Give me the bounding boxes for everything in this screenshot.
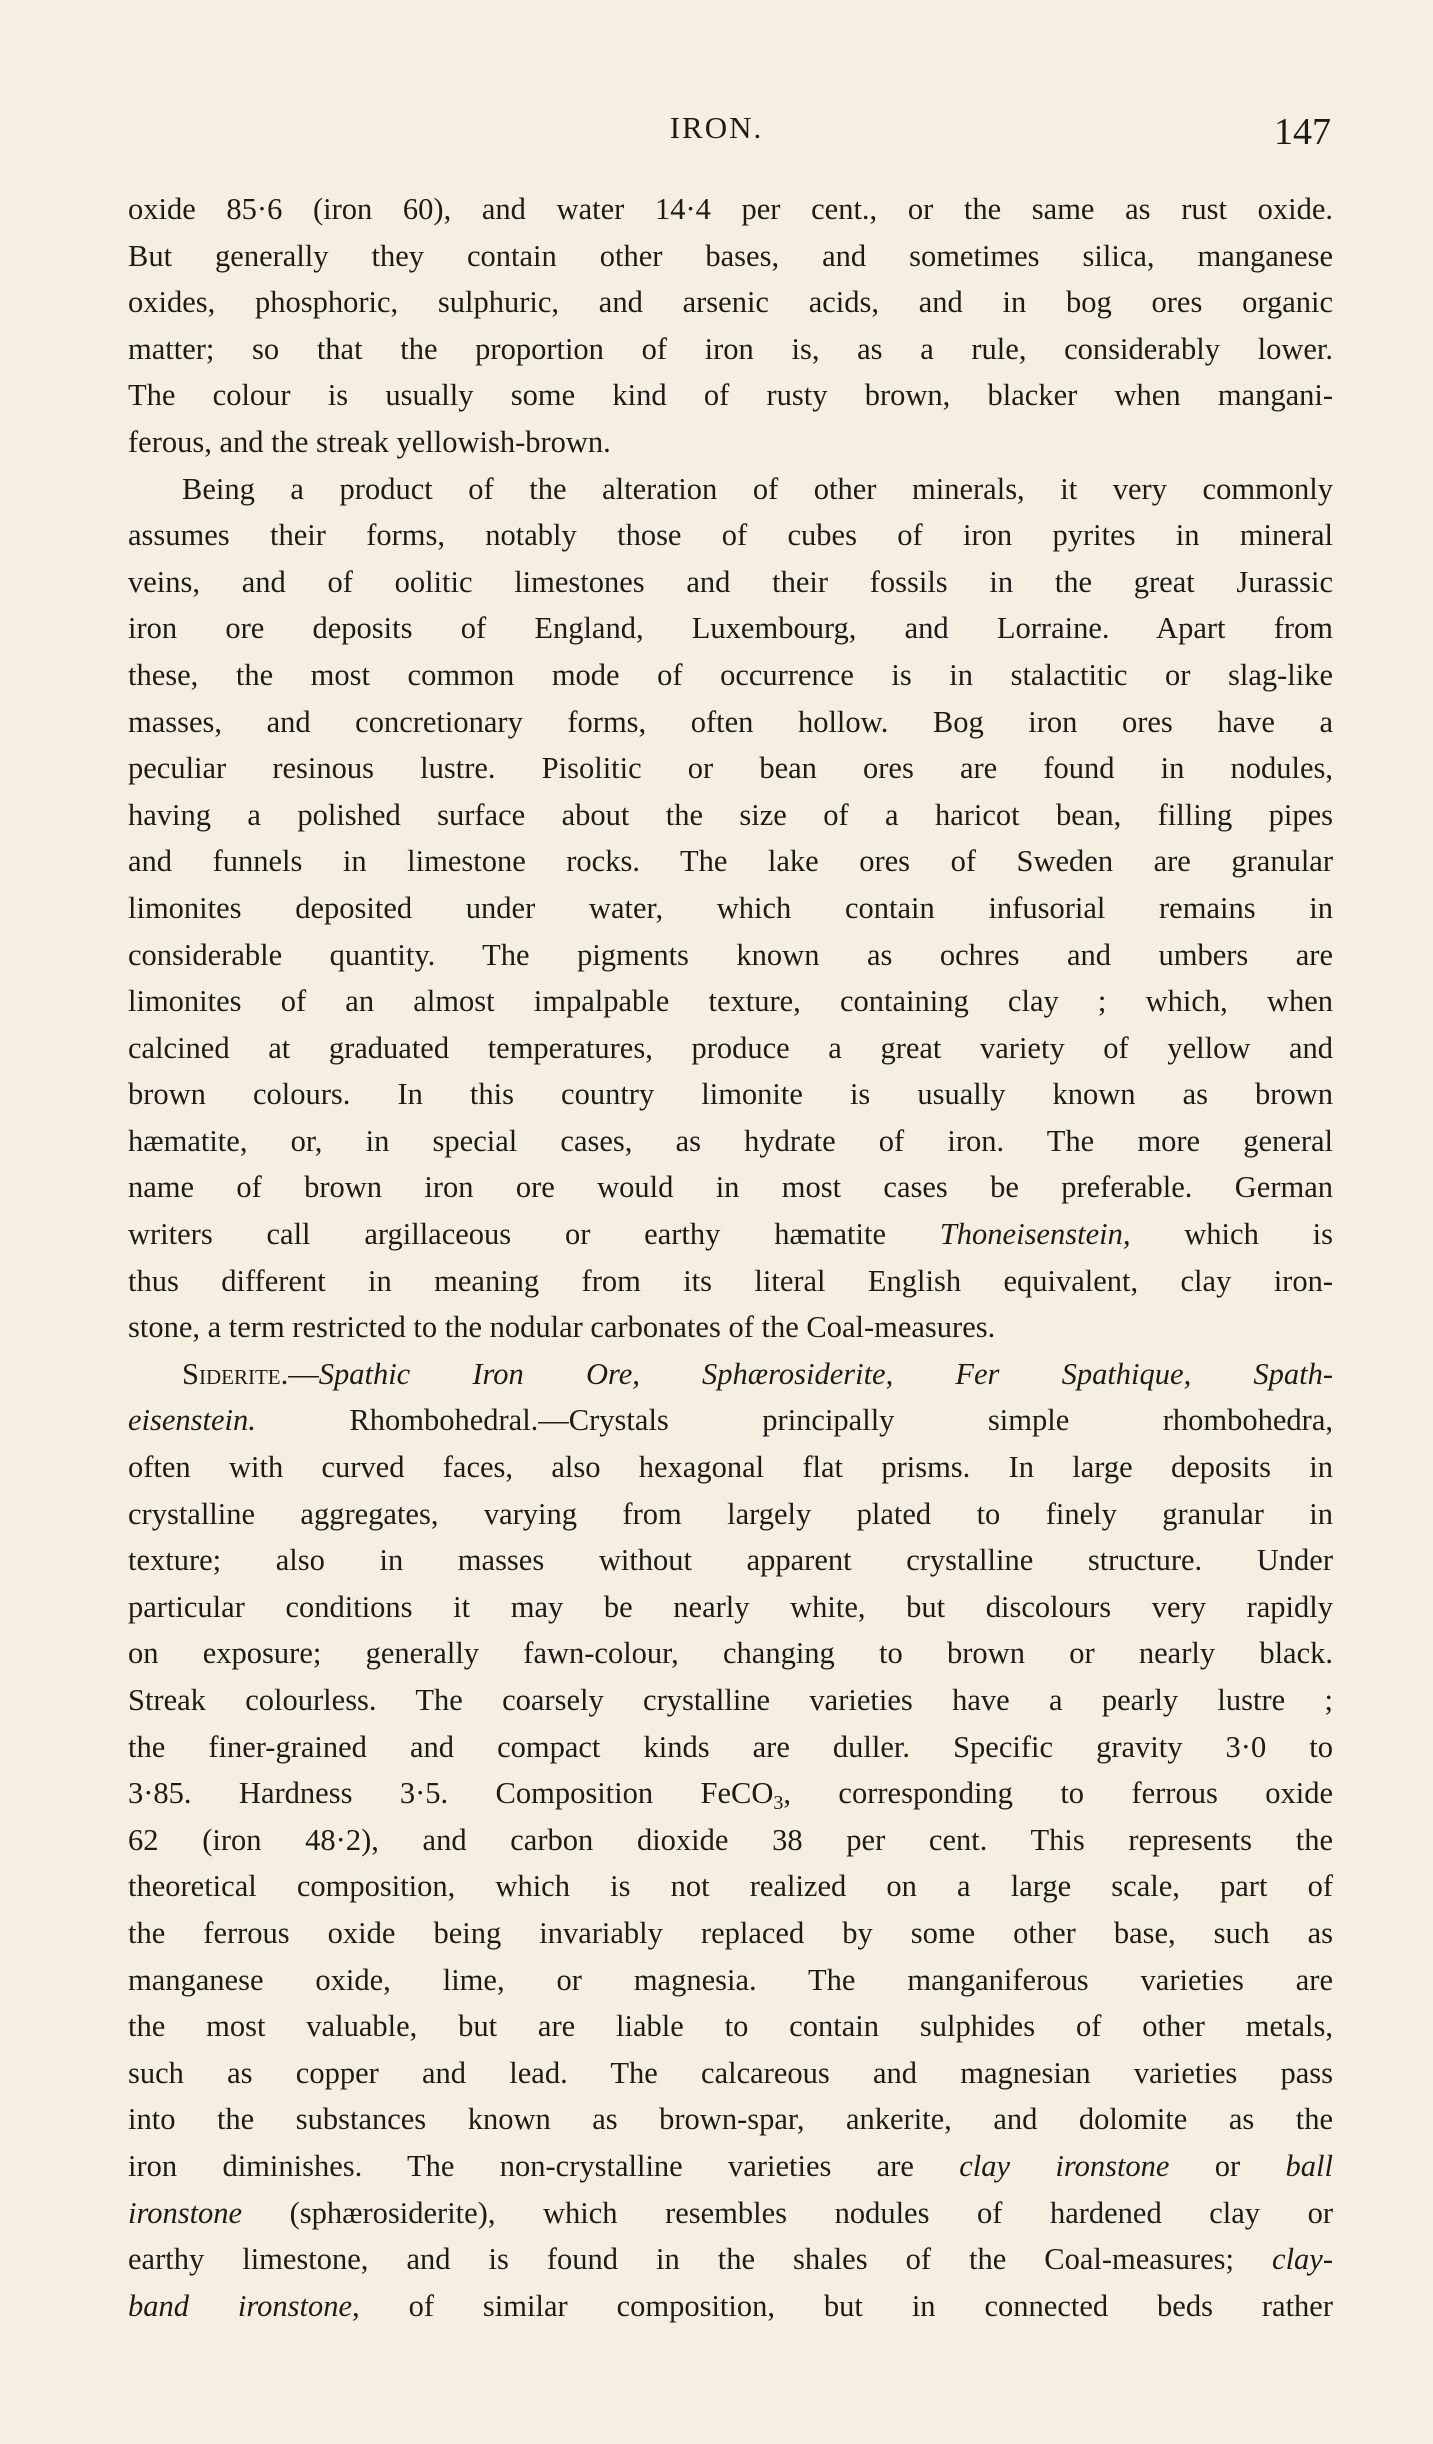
text-line: having a polished surface about the size of a haricot bean, filling pipes xyxy=(128,797,1333,832)
italic-term: clay ironstone xyxy=(959,2148,1170,2183)
text-line: oxides, phosphoric, sulphuric, and arsenic acids, and in bog ores organic xyxy=(128,285,1333,320)
text-line: But generally they contain other bases, and sometimes silica, manganese xyxy=(128,238,1333,273)
italic-term: ball xyxy=(1285,2148,1333,2183)
text-line: masses, and concretionary forms, often hollow. Bog iron ores have a xyxy=(128,704,1333,739)
italic-term: band ironstone, xyxy=(128,2288,360,2323)
text-line: oxide 85·6 (iron 60), and water 14·4 per cent., or the same as rust oxide. xyxy=(128,192,1333,226)
text-line: the ferrous oxide being invariably replaced by some other base, such as xyxy=(128,1915,1333,1950)
body-text xyxy=(128,186,1333,2329)
text-line xyxy=(128,2190,1333,2237)
text-line: thus different in meaning from its literal English equivalent, clay iron- xyxy=(128,1263,1333,1298)
text-line: stone, a term restricted to the nodular carbonates of the Coal-measures. xyxy=(128,1310,996,1345)
text-line xyxy=(128,1770,1333,1817)
text-line: the finer-grained and compact kinds are duller. Specific gravity 3·0 to xyxy=(128,1729,1333,1764)
text-line xyxy=(128,2283,1333,2330)
text-run: or xyxy=(1169,2148,1286,2183)
running-head: IRON. xyxy=(669,110,764,145)
italic-synonyms: eisenstein. xyxy=(128,1403,256,1438)
text-run: which is xyxy=(1130,1217,1333,1252)
text-run: (sphærosiderite), which resembles nodules of hardened clay or xyxy=(242,2195,1333,2230)
text-line: iron ore deposits of England, Luxembourg, and Lorraine. Apart from xyxy=(128,611,1333,646)
text-line: often with curved faces, also hexagonal flat prisms. In large deposits in xyxy=(128,1450,1333,1485)
text-line xyxy=(128,1211,1333,1258)
text-run: — xyxy=(288,1356,319,1391)
page-header xyxy=(0,110,1433,170)
text-run: earthy limestone, and is found in the shales of the Coal-measures; xyxy=(128,2242,1273,2277)
text-line xyxy=(128,1397,1333,1444)
italic-term: Thoneisenstein, xyxy=(939,1217,1131,1252)
text-line: Being a product of the alteration of other minerals, it very commonly xyxy=(182,471,1333,506)
text-line: on exposure; generally fawn-colour, changing to brown or nearly black. xyxy=(128,1636,1333,1671)
text-line: manganese oxide, lime, or magnesia. The manganiferous varieties are xyxy=(128,1962,1333,1997)
text-line: name of brown iron ore would in most cases be preferable. German xyxy=(128,1170,1333,1205)
text-line: into the substances known as brown-spar, ankerite, and dolomite as the xyxy=(128,2102,1333,2137)
text-run: Rhombohedral.—Crystals principally simple rhombohedra, xyxy=(255,1403,1333,1438)
text-line: ferous, and the streak yellowish-brown. xyxy=(128,424,611,459)
italic-term: ironstone xyxy=(128,2195,243,2230)
text-run: iron diminishes. The non-crystalline varieties are xyxy=(128,2148,960,2183)
text-line: limonites deposited under water, which contain infusorial remains in xyxy=(128,890,1333,925)
text-run: 3·85. Hardness 3·5. Composition FeCO xyxy=(128,1776,774,1811)
text-line: hæmatite, or, in special cases, as hydrate of iron. The more general xyxy=(128,1123,1333,1158)
text-line: texture; also in masses without apparent crystalline structure. Under xyxy=(128,1543,1333,1578)
text-line: the most valuable, but are liable to contain sulphides of other metals, xyxy=(128,2009,1333,2044)
text-line: matter; so that the proportion of iron is, as a rule, considerably lower. xyxy=(128,331,1333,366)
formula-subscript: 3 xyxy=(773,1792,784,1815)
text-line: theoretical composition, which is not realized on a large scale, part of xyxy=(128,1869,1333,1904)
italic-term: clay- xyxy=(1272,2242,1333,2277)
text-line xyxy=(128,2236,1333,2283)
text-run: of similar composition, but in connected beds rather xyxy=(359,2288,1333,2323)
text-line xyxy=(128,2143,1333,2190)
text-run: , corresponding to ferrous oxide xyxy=(783,1776,1333,1811)
text-line: considerable quantity. The pigments known as ochres and umbers are xyxy=(128,937,1333,972)
text-line: peculiar resinous lustre. Pisolitic or bean ores are found in nodules, xyxy=(128,751,1333,786)
text-line: The colour is usually some kind of rusty brown, blacker when mangani- xyxy=(128,378,1333,413)
page-number: 147 xyxy=(1274,111,1331,153)
text-line: limonites of an almost impalpable texture, containing clay ; which, when xyxy=(128,984,1333,1019)
text-line: crystalline aggregates, varying from largely plated to finely granular in xyxy=(128,1496,1333,1531)
text-line: 62 (iron 48·2), and carbon dioxide 38 per cent. This represents the xyxy=(128,1822,1333,1857)
text-line: brown colours. In this country limonite is usually known as brown xyxy=(128,1077,1333,1112)
text-run: writers call argillaceous or earthy hæmatite xyxy=(128,1217,940,1252)
text-line: veins, and of oolitic limestones and their fossils in the great Jurassic xyxy=(128,564,1333,599)
italic-synonyms: Spathic Iron Ore, Sphærosiderite, Fer Spathique, Spath- xyxy=(318,1356,1333,1391)
text-line: assumes their forms, notably those of cubes of iron pyrites in mineral xyxy=(128,518,1333,553)
text-line: Streak colourless. The coarsely crystalline varieties have a pearly lustre ; xyxy=(128,1683,1333,1717)
text-line: and funnels in limestone rocks. The lake ores of Sweden are granular xyxy=(128,844,1333,879)
text-line: calcined at graduated temperatures, produce a great variety of yellow and xyxy=(128,1030,1333,1065)
mineral-heading: Siderite. xyxy=(182,1356,289,1391)
text-line: such as copper and lead. The calcareous and magnesian varieties pass xyxy=(128,2055,1333,2090)
text-line: these, the most common mode of occurrence is in stalactitic or slag-like xyxy=(128,657,1333,692)
text-line xyxy=(128,1351,1333,1398)
text-line: particular conditions it may be nearly white, but discolours very rapidly xyxy=(128,1589,1333,1624)
